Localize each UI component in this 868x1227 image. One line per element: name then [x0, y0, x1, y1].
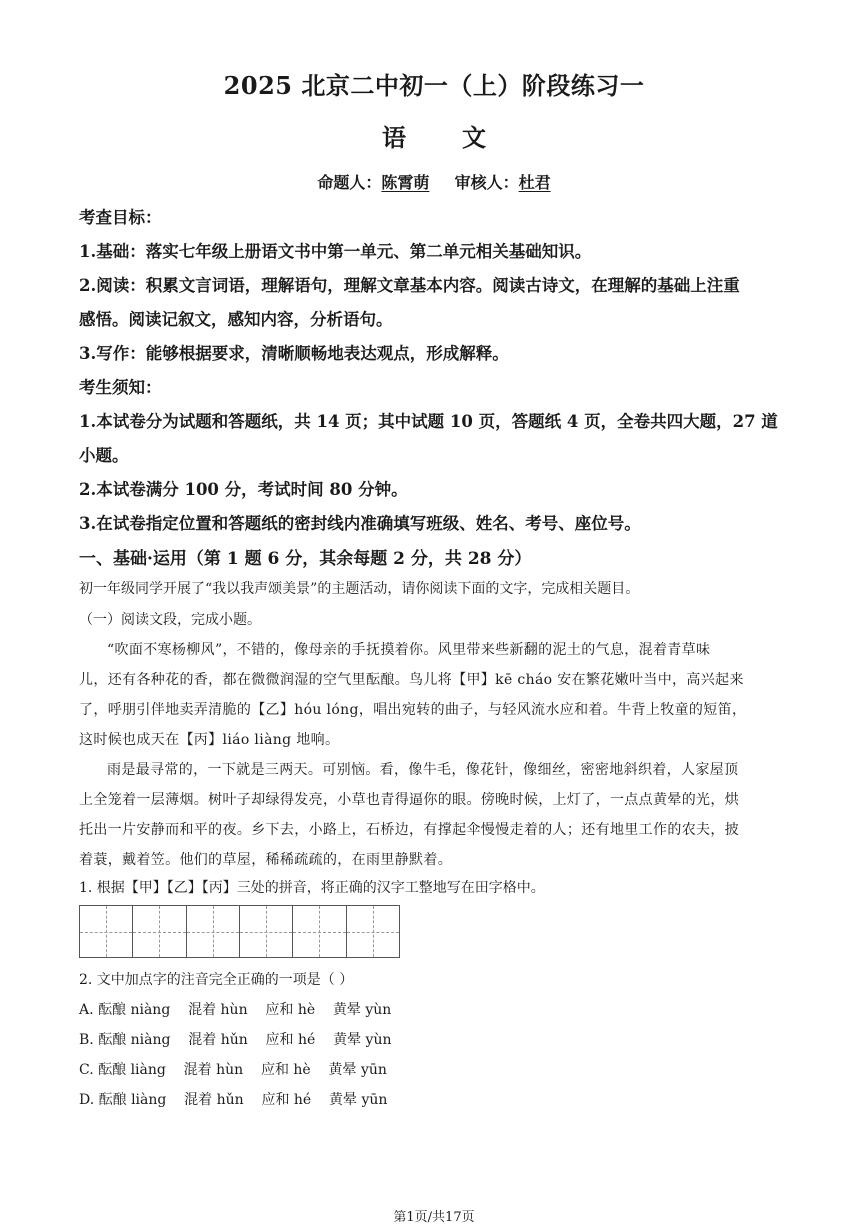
objective-item-1: 1.基础：落实七年级上册语文书中第一单元、第二单元相关基础知识。	[79, 242, 592, 261]
reviewer-name: 杜君	[518, 173, 551, 192]
question-1: 1. 根据【甲】【乙】【丙】三处的拼音，将正确的汉字工整地写在田字格中。	[79, 880, 545, 896]
section-1-heading: 一、基础·运用（第 1 题 6 分，其余每题 2 分，共 28 分）	[79, 549, 532, 569]
author-line	[0, 170, 868, 193]
passage-2-line-2: 上全笼着一层薄烟。树叶子却绿得发亮，小草也青得逼你的眼。傍晚时候，上灯了，一点点黄晕的光，烘	[79, 792, 740, 808]
page-number: 第1页/共17页	[393, 1210, 475, 1225]
notice-item-1-line-2: 小题。	[79, 446, 129, 465]
question-2: 2. 文中加点字的注音完全正确的一项是（ ）	[79, 972, 354, 988]
grid-cell[interactable]	[187, 906, 240, 957]
subject-char-1: 语	[382, 123, 406, 152]
subject-char-2: 文	[462, 123, 486, 152]
objective-item-2-line-1: 2.阅读：积累文言词语，理解语句，理解文章基本内容。阅读古诗文，在理解的基础上注重	[79, 276, 740, 295]
grid-cell[interactable]	[293, 906, 346, 957]
passage-2-line-4: 着蓑，戴着笠。他们的草屋，稀稀疏疏的，在雨里静默着。	[79, 852, 453, 868]
subsection-1-heading: （一）阅读文段，完成小题。	[79, 612, 261, 628]
notice-item-1-line-1: 1.本试卷分为试题和答题纸，共 14 页；其中试题 10 页，答题纸 4 页，全卷共四大题，27 道	[79, 412, 778, 431]
notice-item-2: 2.本试卷满分 100 分，考试时间 80 分钟。	[79, 480, 408, 499]
passage-1-line-4: 这时候也成天在【丙】liáo liàng 地响。	[79, 732, 340, 748]
page-title: 2025 北京二中初一（上）阶段练习一	[223, 71, 645, 100]
passage-1-line-2: 儿，还有各种花的香，都在微微润湿的空气里酝酿。鸟儿将【甲】kē cháo 安在繁花嫩叶当中，高兴起来	[79, 672, 744, 688]
option-a[interactable]: A. 酝酿 niàng 混着 hùn 应和 hè 黄晕 yùn	[79, 1002, 392, 1018]
notice-heading: 考生须知：	[79, 378, 162, 397]
grid-cell[interactable]	[347, 906, 399, 957]
grid-cell[interactable]	[80, 906, 133, 957]
passage-2-line-1: 雨是最寻常的，一下就是三两天。可别恼。看，像牛毛，像花针，像细丝，密密地斜织着，人家屋顶	[107, 762, 739, 778]
grid-cell[interactable]	[240, 906, 293, 957]
option-d[interactable]: D. 酝酿 liàng 混着 hǔn 应和 hé 黄晕 yūn	[79, 1092, 388, 1108]
objectives-heading: 考查目标：	[79, 208, 162, 227]
option-b[interactable]: B. 酝酿 niàng 混着 hǔn 应和 hé 黄晕 yùn	[79, 1032, 392, 1048]
option-c[interactable]: C. 酝酿 liàng 混着 hùn 应和 hè 黄晕 yūn	[79, 1062, 387, 1078]
objective-item-2-line-2: 感悟。阅读记叙文，感知内容，分析语句。	[79, 310, 393, 329]
answer-grid[interactable]	[79, 905, 400, 958]
passage-2-line-3: 托出一片安静而和平的夜。乡下去，小路上，石桥边，有撑起伞慢慢走着的人；还有地里工作的农夫，披	[79, 822, 740, 838]
grid-cell[interactable]	[133, 906, 186, 957]
section-1-intro: 初一年级同学开展了“我以我声颂美景”的主题活动，请你阅读下面的文字，完成相关题目。	[79, 581, 640, 597]
notice-item-3: 3.在试卷指定位置和答题纸的密封线内准确填写班级、姓名、考号、座位号。	[79, 514, 641, 533]
subject-title	[0, 118, 868, 153]
passage-1-line-3: 了，呼朋引伴地卖弄清脆的【乙】hóu lóng，唱出宛转的曲子，与轻风流水应和着。牛背上牧童的短笛，	[79, 702, 747, 718]
author-name: 陈霄萌	[381, 173, 430, 192]
objective-item-3: 3.写作：能够根据要求，清晰顺畅地表达观点，形成解释。	[79, 344, 509, 363]
reviewer-label: 审核人：	[454, 173, 519, 192]
passage-1-line-1: “吹面不寒杨柳风”，不错的，像母亲的手抚摸着你。风里带来些新翻的泥土的气息，混着青草味	[107, 642, 711, 658]
author-label: 命题人：	[317, 173, 382, 192]
